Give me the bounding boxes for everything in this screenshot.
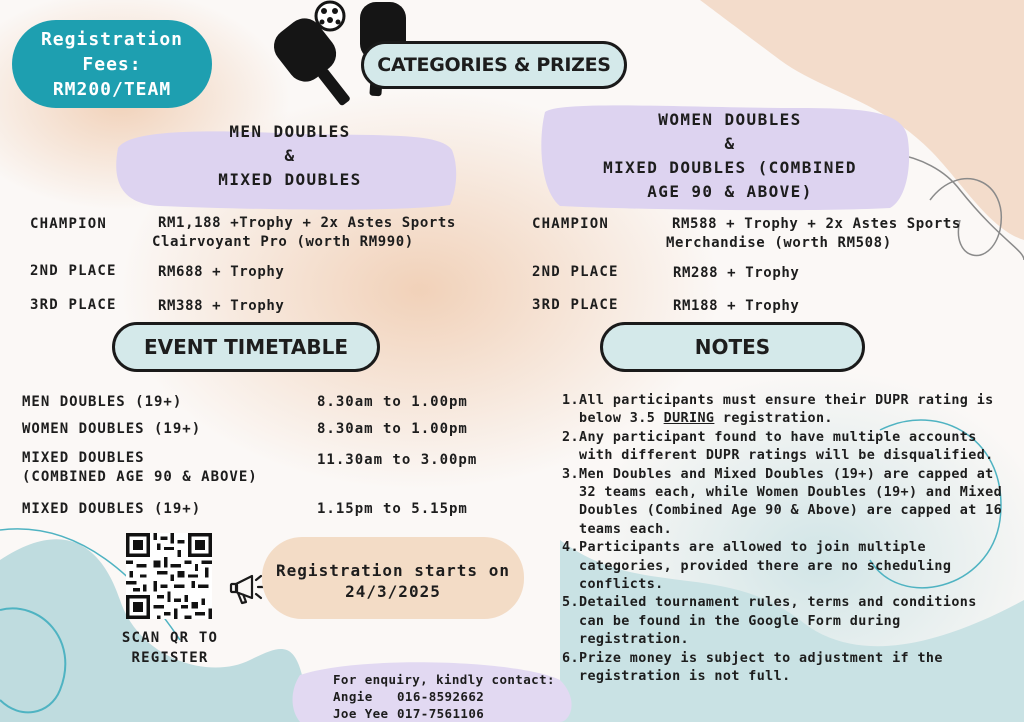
women-heading-line-4: AGE 90 & ABOVE)	[647, 182, 813, 201]
women-heading-line-1: WOMEN DOUBLES	[658, 110, 802, 129]
scan-qr-label	[100, 628, 240, 668]
women-champion-prize-line-2: Merchandise (worth RM508)	[666, 235, 892, 251]
men-third-label: 3RD PLACE	[30, 297, 117, 313]
men-champion-prize	[152, 214, 512, 252]
note-underline-during: DURING	[663, 411, 715, 427]
women-second-label: 2ND PLACE	[532, 264, 619, 280]
enquiry-contact	[333, 671, 573, 722]
fee-line-3: RM200/TEAM	[52, 79, 172, 100]
contact-row	[333, 688, 573, 705]
men-heading-line-2: &	[284, 146, 296, 165]
timetable-event-women: WOMEN DOUBLES (19+)	[22, 421, 202, 437]
contact-name: Joe Yee	[333, 706, 389, 721]
women-doubles-heading	[545, 108, 915, 204]
women-third-label: 3RD PLACE	[532, 297, 619, 313]
note-item: 4. Participants are allowed to join multiple categories, provided there are no scheduling conflicts.	[562, 540, 952, 593]
notes-list	[562, 392, 1008, 687]
women-heading-line-2: &	[724, 134, 736, 153]
contact-row	[333, 705, 573, 722]
men-heading-line-1: MEN DOUBLES	[229, 122, 351, 141]
men-champion-label: CHAMPION	[30, 216, 108, 232]
timetable-time-women: 8.30am to 1.00pm	[317, 421, 468, 437]
note-item: 1. All participants must ensure their DUPR rating is below 3.5 DURING registration.	[562, 393, 994, 427]
timetable-event-men: MEN DOUBLES (19+)	[22, 394, 183, 410]
registration-qr-code[interactable]	[126, 533, 212, 619]
scan-line-2: REGISTER	[131, 650, 209, 666]
registration-start-text	[268, 560, 518, 602]
men-third-prize: RM388 + Trophy	[158, 298, 285, 314]
timetable-event-mixed-19: MIXED DOUBLES (19+)	[22, 501, 202, 517]
note-item: 3. Men Doubles and Mixed Doubles (19+) are capped at 32 teams each, while Women Doubles (19+) and Mixed Doubles (Combined Age 90 & Above) are capped at 16 teams each.	[562, 466, 1003, 537]
timetable-time-mixed-90: 11.30am to 3.00pm	[317, 452, 478, 468]
men-doubles-heading	[130, 120, 450, 192]
scan-line-1: SCAN QR TO	[121, 630, 219, 646]
fee-line-1: Registration	[40, 29, 184, 50]
contact-name: Angie	[333, 689, 373, 704]
contact-phone: 016-8592662	[397, 689, 485, 704]
registration-fee-badge	[12, 20, 212, 108]
note-item: 5. Detailed tournament rules, terms and conditions can be found in the Google Form during registration.	[562, 595, 977, 648]
timetable-event-mixed-90	[22, 449, 258, 487]
women-champion-prize-line-1: RM588 + Trophy + 2x Astes Sports	[672, 216, 961, 232]
women-second-prize: RM288 + Trophy	[673, 265, 800, 281]
categories-prizes-title: CATEGORIES & PRIZES	[361, 41, 627, 89]
notes-title: NOTES	[600, 322, 865, 372]
contact-phone: 017-7561106	[397, 706, 485, 721]
registration-start-line-1: Registration starts on	[276, 561, 510, 580]
men-heading-line-3: MIXED DOUBLES	[218, 170, 362, 189]
registration-start-date: 24/3/2025	[345, 582, 441, 601]
men-second-label: 2ND PLACE	[30, 263, 117, 279]
women-third-prize: RM188 + Trophy	[673, 298, 800, 314]
event-timetable-title: EVENT TIMETABLE	[112, 322, 380, 372]
fee-line-2: Fees:	[82, 54, 142, 75]
timetable-time-men: 8.30am to 1.00pm	[317, 394, 468, 410]
enquiry-title: For enquiry, kindly contact:	[333, 672, 555, 687]
men-second-prize: RM688 + Trophy	[158, 264, 285, 280]
note-item: 2. Any participant found to have multiple accounts with different DUPR ratings will be disqualified.	[562, 429, 994, 464]
men-champion-prize-line-1: RM1,188 +Trophy + 2x Astes Sports	[158, 215, 456, 231]
women-heading-line-3: MIXED DOUBLES (COMBINED	[603, 158, 857, 177]
timetable-time-mixed-19: 1.15pm to 5.15pm	[317, 501, 468, 517]
timetable-event-mixed-90-line-1: MIXED DOUBLES	[22, 450, 145, 466]
note-item: 6. Prize money is subject to adjustment if the registration is not full.	[562, 650, 943, 685]
women-champion-label: CHAMPION	[532, 216, 610, 232]
timetable-event-mixed-90-line-2: (COMBINED AGE 90 & ABOVE)	[22, 469, 258, 485]
women-champion-prize	[666, 215, 1006, 253]
men-champion-prize-line-2: Clairvoyant Pro (worth RM990)	[152, 234, 414, 250]
